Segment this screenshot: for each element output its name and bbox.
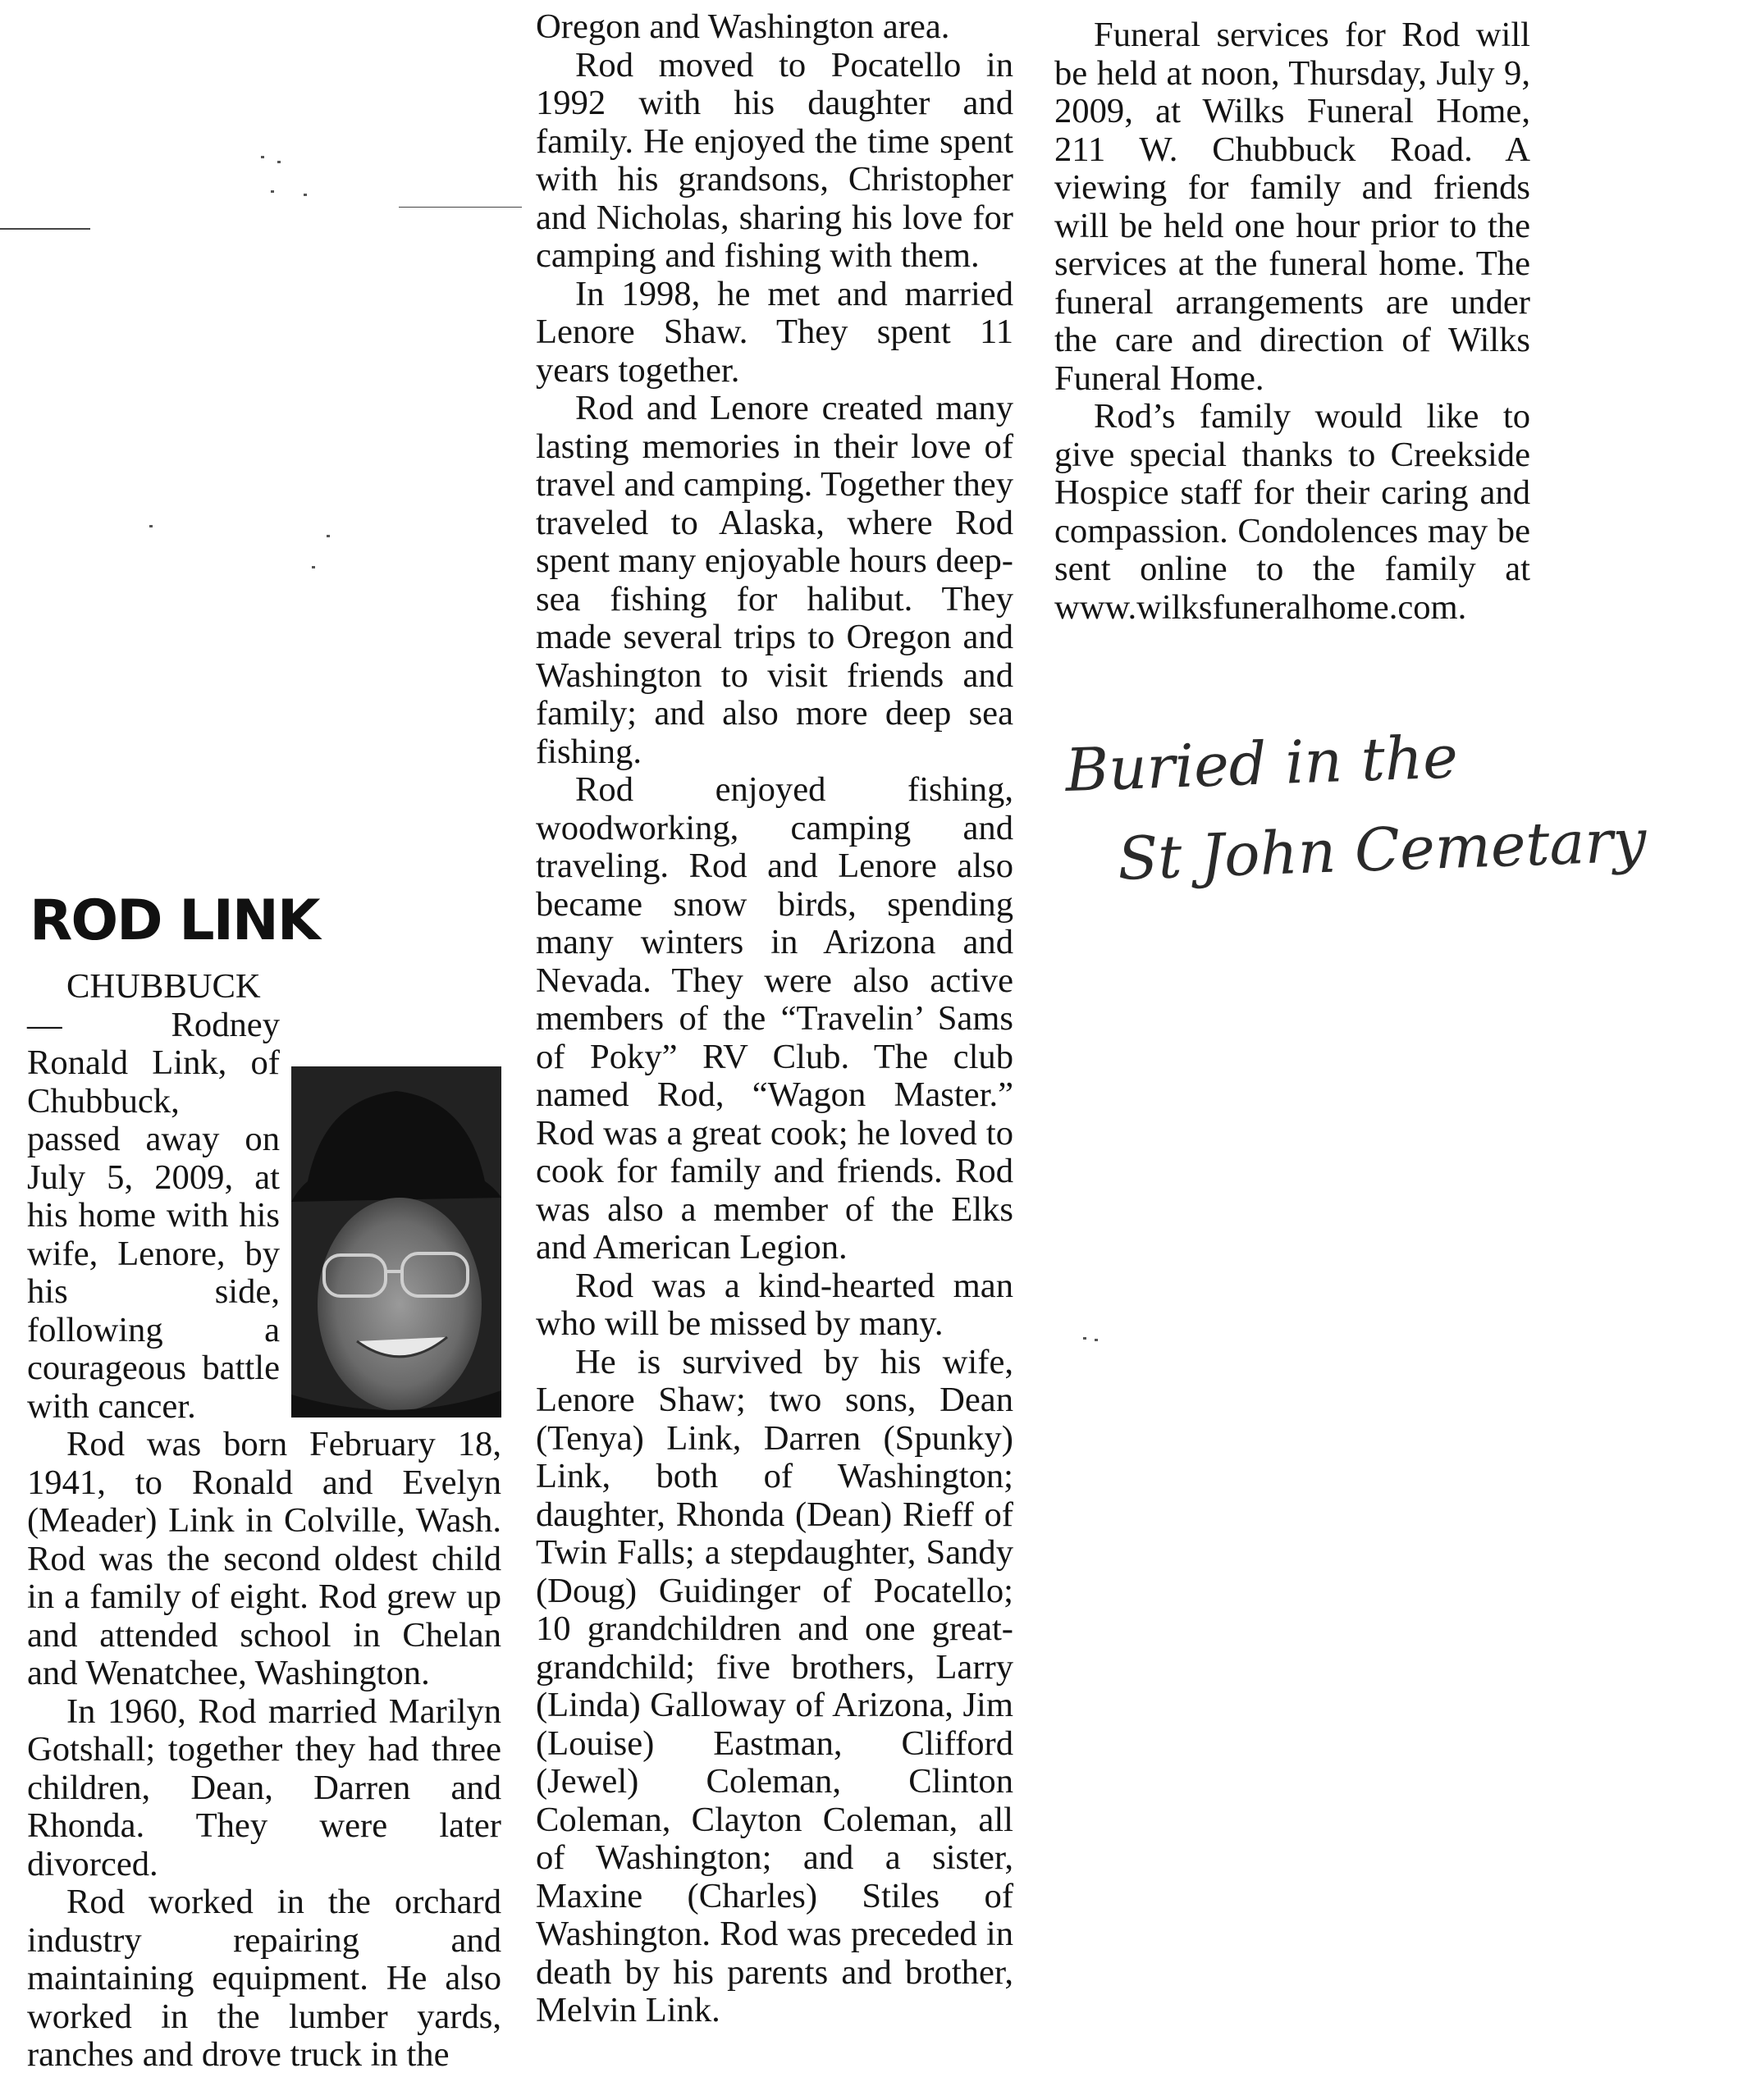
col1-paragraph-2: Rod was born February 18, 1941, to Ronald and Evelyn (Meader) Link in Colville, Wash. Rod was the second oldest child in a family of eight. Rod grew up and attended school in Chelan and Wenatchee, Washington. (27, 1425, 501, 1692)
col2-paragraph-1: Rod moved to Pocatello in 1992 with his daughter and family. He enjoyed the time spent with his grandsons, Christopher and Nicholas, sharing his love for camping and fishing with them. (536, 45, 1013, 275)
col2-paragraph-3: Rod and Lenore created many lasting memories in their love of travel and camping. Together they traveled to Alaska, where Rod spent many enjoyable hours deep-sea fishing for halibut. They made several trips to Oregon and Washington to visit friends and family; and also more deep sea fishing. (536, 389, 1013, 771)
col1-paragraph-1: CHUBBUCK — Rodney Ronald Link, of Chubbuck, passed away on July 5, 2009, at his home with his wife, Lenore, by his side, following a courageous battle with cancer. (27, 967, 280, 1426)
handwritten-line-1: Buried in the (1063, 722, 1460, 805)
column-1 (27, 968, 501, 2075)
handwritten-note (1063, 702, 1726, 906)
col2-paragraph-6: He is survived by his wife, Lenore Shaw; two sons, Dean (Tenya) Link, Darren (Spunky) Link, both of Washington; daughter, Rhonda (Dean) Rieff of Twin Falls; a stepdaughter, Sandy (Doug) Guidinger of Pocatello; 10 grandchildren and one great-grandchild; five brothers, Larry (Linda) Galloway of Arizona, Jim (Louise) Eastman, Clifford (Jewel) Coleman, Clinton Coleman, Clayton Coleman, all of Washington; and a sister, Maxine (Charles) Stiles of Washington. Rod was preceded in death by his parents and brother, Melvin Link. (536, 1342, 1013, 2029)
portrait-photo (291, 1066, 501, 1418)
col1-paragraph-3: In 1960, Rod married Marilyn Gotshall; together they had three children, Dean, Darren and Rhonda. They were later divorced. (27, 1691, 501, 1883)
col2-paragraph-4: Rod enjoyed fishing, woodworking, camping and traveling. Rod and Lenore also became snow birds, spending many winters in Arizona and Nevada. They were also active members of the “Travelin’ Sams of Poky” RV Club. The club named Rod, “Wagon Master.” Rod was a great cook; he loved to cook for family and friends. Rod was also a member of the Elks and American Legion. (536, 770, 1013, 1267)
obituary-headline: ROD LINK (30, 888, 319, 953)
scan-rule-mid (399, 207, 522, 208)
col2-paragraph-2: In 1998, he met and married Lenore Shaw. They spent 11 years together. (536, 274, 1013, 390)
col2-paragraph-5: Rod was a kind-hearted man who will be missed by many. (536, 1266, 1013, 1343)
col1-paragraph-4: Rod worked in the orchard industry repairing and maintaining equipment. He also worked in the lumber yards, ranches and drove truck in the (27, 1883, 501, 2074)
handwritten-line-2: St John Cemetary (1116, 806, 1648, 893)
col3-paragraph-2: Rod’s family would like to give special thanks to Creekside Hospice staff for their caring and compassion. Condolences may be sent online to the family at www.wilksfuneralhome.com. (1054, 397, 1530, 627)
col3-paragraph-1: Funeral services for Rod will be held at noon, Thursday, July 9, 2009, at Wilks Funeral Home, 211 W. Chubbuck Road. A viewing for family and friends will be held one hour prior to the services at the funeral home. The funeral arrangements are under the care and direction of Wilks Funeral Home. (1054, 16, 1530, 398)
portrait-image (291, 1066, 501, 1418)
column-2 (536, 8, 1013, 2030)
scan-rule-left (0, 228, 90, 230)
col2-paragraph-0: Oregon and Washington area. (536, 7, 950, 46)
column-3 (1054, 16, 1530, 627)
